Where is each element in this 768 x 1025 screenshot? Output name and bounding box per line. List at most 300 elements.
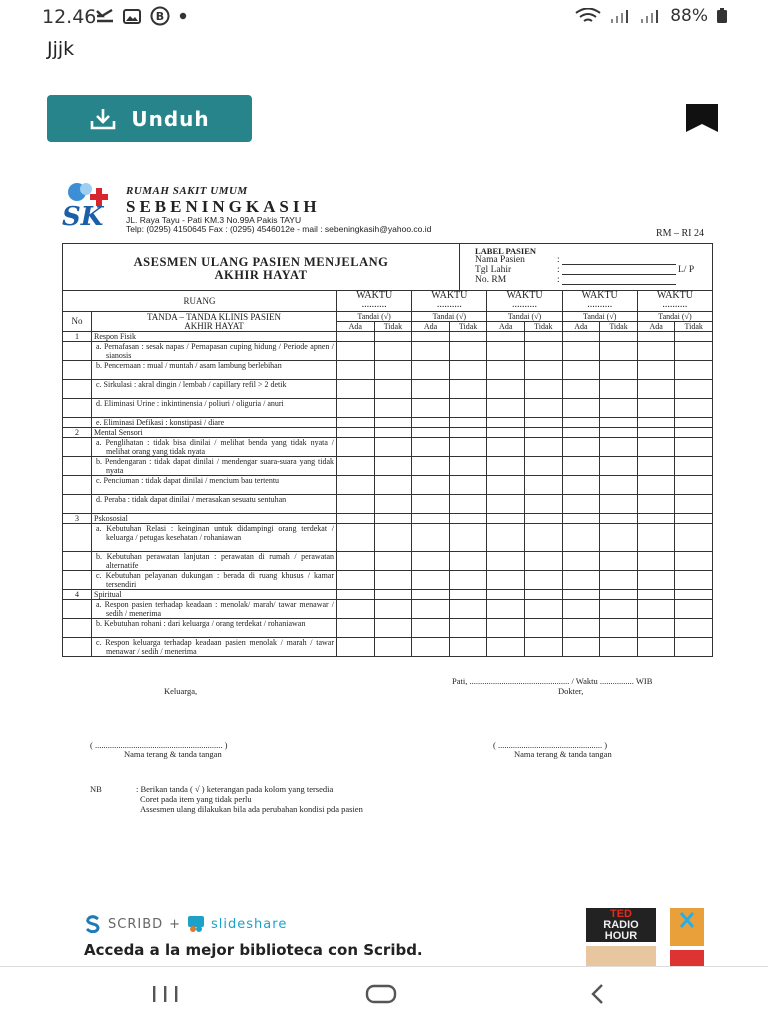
check-cell[interactable] (600, 399, 638, 418)
slideshare-icon (187, 915, 205, 933)
check-cell[interactable] (487, 361, 525, 380)
check-cell[interactable] (562, 514, 600, 524)
check-cell[interactable] (374, 590, 412, 600)
tandai-5: Tandai (√) (637, 312, 712, 322)
check-cell[interactable] (487, 552, 525, 571)
category-label: Mental Sensori (92, 428, 337, 438)
check-cell[interactable] (637, 600, 675, 619)
check-cell[interactable] (374, 438, 412, 457)
check-cell[interactable] (637, 619, 675, 638)
table-row (63, 438, 713, 457)
check-cell[interactable] (374, 552, 412, 571)
check-cell[interactable] (637, 524, 675, 552)
check-cell[interactable] (487, 638, 525, 657)
check-cell[interactable] (412, 571, 450, 590)
row-number (63, 438, 92, 457)
check-cell[interactable] (412, 590, 450, 600)
check-cell[interactable] (337, 342, 375, 361)
check-cell[interactable] (337, 399, 375, 418)
patient-name-label: Nama Pasien (475, 255, 525, 265)
waktu-header-5: WAKTU .......... (637, 291, 712, 312)
check-cell[interactable] (525, 524, 563, 552)
check-cell[interactable] (525, 476, 563, 495)
check-cell[interactable] (525, 418, 563, 428)
check-cell[interactable] (562, 600, 600, 619)
check-cell[interactable] (675, 476, 713, 495)
scribd-promo[interactable] (84, 915, 423, 959)
check-cell[interactable] (337, 428, 375, 438)
check-cell[interactable] (487, 342, 525, 361)
check-cell[interactable] (525, 571, 563, 590)
check-cell[interactable] (675, 514, 713, 524)
check-cell[interactable] (525, 638, 563, 657)
check-cell[interactable] (337, 514, 375, 524)
table-row (63, 457, 713, 476)
table-row (63, 524, 713, 552)
tidak-header-5: Tidak (675, 322, 713, 332)
check-cell[interactable] (449, 380, 487, 399)
svg-text:SK: SK (62, 202, 104, 232)
promo-plus: + (169, 916, 182, 932)
check-cell[interactable] (487, 600, 525, 619)
check-cell[interactable] (374, 332, 412, 342)
sign-description: a. Pernafasan : sesak napas / Pernapasan cuping hidung / Periode apnen / sianosis (92, 342, 337, 361)
check-cell[interactable] (675, 428, 713, 438)
hospital-logo (60, 180, 122, 232)
hospital-contact: Telp: (0295) 4150645 Fax : (0295) 4546012e - mail : sebeningkasih@yahoo.co.id (126, 224, 432, 234)
check-cell[interactable] (449, 619, 487, 638)
check-cell[interactable] (449, 332, 487, 342)
sign-description: b. Pendengaran : tidak dapat dinilai / mendengar suara-suara yang tidak nyata (92, 457, 337, 476)
check-cell[interactable] (525, 495, 563, 514)
check-cell[interactable] (487, 399, 525, 418)
check-cell[interactable] (637, 476, 675, 495)
tidak-header-4: Tidak (600, 322, 638, 332)
check-cell[interactable] (600, 590, 638, 600)
check-cell[interactable] (374, 342, 412, 361)
check-cell[interactable] (487, 590, 525, 600)
check-cell[interactable] (637, 399, 675, 418)
sign-description: a. Kebutuhan Relasi : keinginan untuk didampingi orang terdekat / keluarga / petugas kesehatan / rohaniawan (92, 524, 337, 552)
check-cell[interactable] (449, 361, 487, 380)
waktu-header-3: WAKTU .......... (487, 291, 562, 312)
check-cell[interactable] (374, 428, 412, 438)
check-cell[interactable] (412, 428, 450, 438)
sign-description: c. Respon keluarga terhadap keadaan pasien menolak / marah / tawar menawar / sedih / menerima (92, 638, 337, 657)
check-cell[interactable] (600, 514, 638, 524)
check-cell[interactable] (412, 524, 450, 552)
check-cell[interactable] (637, 457, 675, 476)
check-cell[interactable] (525, 619, 563, 638)
b-badge-icon (150, 6, 170, 26)
form-title-box (62, 243, 713, 291)
check-cell[interactable] (562, 571, 600, 590)
check-cell[interactable] (525, 514, 563, 524)
signal-icon-2 (640, 9, 662, 23)
wifi-icon (574, 8, 602, 24)
check-cell[interactable] (562, 552, 600, 571)
check-cell[interactable] (412, 361, 450, 380)
check-cell[interactable] (337, 590, 375, 600)
check-cell[interactable] (487, 418, 525, 428)
check-cell[interactable] (337, 619, 375, 638)
check-cell[interactable] (525, 361, 563, 380)
download-icon (89, 107, 117, 131)
waktu-header-2: WAKTU .......... (412, 291, 487, 312)
hospital-name: SEBENINGKASIH (126, 197, 321, 216)
row-number (63, 457, 92, 476)
check-cell[interactable] (374, 638, 412, 657)
col-signs: TANDA – TANDA KLINIS PASIEN AKHIR HAYAT (92, 312, 337, 332)
row-number: 4 (63, 590, 92, 600)
android-nav-bar (0, 966, 768, 1025)
recents-button[interactable] (148, 981, 182, 1007)
check-cell[interactable] (562, 457, 600, 476)
check-cell[interactable] (337, 332, 375, 342)
check-cell[interactable] (562, 438, 600, 457)
check-cell[interactable] (412, 600, 450, 619)
check-cell[interactable] (675, 590, 713, 600)
check-cell[interactable] (449, 438, 487, 457)
row-number: 2 (63, 428, 92, 438)
table-row (63, 638, 713, 657)
dot-icon (179, 12, 187, 20)
check-cell[interactable] (525, 332, 563, 342)
check-cell[interactable] (675, 619, 713, 638)
check-cell[interactable] (600, 552, 638, 571)
check-cell[interactable] (412, 495, 450, 514)
check-cell[interactable] (675, 638, 713, 657)
battery-icon (716, 8, 728, 24)
check-cell[interactable] (675, 332, 713, 342)
waktu-header-4: WAKTU .......... (562, 291, 637, 312)
keluarga-label: Keluarga, (164, 686, 198, 696)
check-cell[interactable] (374, 380, 412, 399)
row-number (63, 524, 92, 552)
rm-code: RM – RI 24 (655, 228, 704, 239)
table-row (63, 476, 713, 495)
patient-rm-line (562, 284, 676, 285)
check-cell[interactable] (525, 399, 563, 418)
check-cell[interactable] (562, 524, 600, 552)
check-cell[interactable] (374, 399, 412, 418)
check-cell[interactable] (449, 638, 487, 657)
check-cell[interactable] (412, 514, 450, 524)
check-cell[interactable] (412, 399, 450, 418)
check-cell[interactable] (412, 638, 450, 657)
hospital-type: RUMAH SAKIT UMUM (126, 185, 248, 197)
check-cell[interactable] (412, 476, 450, 495)
check-cell[interactable] (449, 514, 487, 524)
sign-description: c. Sirkulasi : akral dingin / lembab / capillary refil > 2 detik (92, 380, 337, 399)
check-cell[interactable] (600, 619, 638, 638)
check-cell[interactable] (600, 524, 638, 552)
check-cell[interactable] (525, 590, 563, 600)
row-number (63, 600, 92, 619)
check-cell[interactable] (675, 552, 713, 571)
check-cell[interactable] (487, 476, 525, 495)
check-cell[interactable] (600, 418, 638, 428)
patient-label-header: LABEL PASIEN (475, 246, 537, 256)
check-cell[interactable] (675, 571, 713, 590)
check-cell[interactable] (600, 600, 638, 619)
check-cell[interactable] (600, 495, 638, 514)
table-row (63, 361, 713, 380)
check-cell[interactable] (637, 332, 675, 342)
patient-label: LABEL PASIEN Nama Pasien Tgl Lahir No. RM : : : L/ P (459, 244, 713, 290)
table-row (63, 600, 713, 619)
form-title-line1: ASESMEN ULANG PASIEN MENJELANG (133, 255, 389, 269)
check-cell[interactable] (525, 342, 563, 361)
check-cell[interactable] (562, 495, 600, 514)
check-cell[interactable] (600, 438, 638, 457)
sign-description: b. Kebutuhan rohani : dari keluarga / orang terdekat / rohaniawan (92, 619, 337, 638)
check-cell[interactable] (637, 590, 675, 600)
ada-header-4: Ada (562, 322, 600, 332)
check-cell[interactable] (525, 457, 563, 476)
check-cell[interactable] (525, 438, 563, 457)
col-ruang: RUANG (63, 291, 337, 312)
row-number (63, 476, 92, 495)
waktu-header-1: WAKTU .......... (337, 291, 412, 312)
notification-icons (96, 6, 187, 26)
check-cell[interactable] (600, 361, 638, 380)
nb-note-2: Coret pada item yang tidak perlu (140, 794, 252, 804)
check-cell[interactable] (337, 638, 375, 657)
check-cell[interactable] (675, 495, 713, 514)
check-cell[interactable] (337, 380, 375, 399)
check-cell[interactable] (487, 457, 525, 476)
tandai-4: Tandai (√) (562, 312, 637, 322)
check-cell[interactable] (675, 342, 713, 361)
check-cell[interactable] (525, 428, 563, 438)
check-cell[interactable] (449, 552, 487, 571)
check-cell[interactable] (374, 571, 412, 590)
check-cell[interactable] (600, 380, 638, 399)
ada-header-2: Ada (412, 322, 450, 332)
check-cell[interactable] (374, 457, 412, 476)
patient-rm-label: No. RM (475, 275, 507, 285)
check-cell[interactable] (487, 428, 525, 438)
check-cell[interactable] (637, 552, 675, 571)
check-cell[interactable] (337, 361, 375, 380)
category-label: Pskososial (92, 514, 337, 524)
check-cell[interactable] (449, 495, 487, 514)
dokter-label: Dokter, (558, 686, 584, 696)
check-cell[interactable] (525, 380, 563, 399)
check-cell[interactable] (525, 552, 563, 571)
check-cell[interactable] (600, 476, 638, 495)
check-cell[interactable] (600, 428, 638, 438)
check-cell[interactable] (600, 342, 638, 361)
check-cell[interactable] (337, 457, 375, 476)
check-cell[interactable] (562, 638, 600, 657)
check-cell[interactable] (337, 600, 375, 619)
check-cell[interactable] (374, 524, 412, 552)
ted-radio-thumbnail[interactable] (586, 908, 656, 942)
check-cell[interactable] (637, 495, 675, 514)
row-number (63, 361, 92, 380)
check-cell[interactable] (637, 438, 675, 457)
check-cell[interactable] (600, 571, 638, 590)
check-cell[interactable] (412, 332, 450, 342)
sign-description: d. Eliminasi Urine : inkintinensia / poliuri / oliguria / anuri (92, 399, 337, 418)
gallery-icon (123, 9, 141, 24)
table-row (63, 571, 713, 590)
row-number (63, 495, 92, 514)
check-cell[interactable] (449, 600, 487, 619)
ted-text: TED RADIO HOUR (603, 908, 639, 942)
check-cell[interactable] (637, 361, 675, 380)
check-cell[interactable] (562, 361, 600, 380)
check-cell[interactable] (412, 438, 450, 457)
book-thumbnail[interactable] (670, 908, 704, 946)
check-cell[interactable] (374, 495, 412, 514)
check-cell[interactable] (374, 418, 412, 428)
check-cell[interactable] (637, 428, 675, 438)
check-cell[interactable] (449, 428, 487, 438)
x-mark-icon (670, 908, 704, 932)
slideshare-wordmark: slideshare (211, 916, 288, 932)
check-cell[interactable] (412, 619, 450, 638)
row-number (63, 619, 92, 638)
check-cell[interactable] (374, 361, 412, 380)
patient-dob-label: Tgl Lahir (475, 265, 512, 275)
check-cell[interactable] (449, 571, 487, 590)
check-cell[interactable] (487, 524, 525, 552)
check-cell[interactable] (374, 619, 412, 638)
scribd-s-icon (84, 915, 102, 933)
check-cell[interactable] (487, 438, 525, 457)
check-cell[interactable] (449, 399, 487, 418)
check-cell[interactable] (487, 619, 525, 638)
check-cell[interactable] (600, 457, 638, 476)
check-cell[interactable] (412, 380, 450, 399)
sign-description: a. Penglihatan : tidak bisa dinilai / melihat benda yang tidak nyata / melihat orang yang tidak nyata (92, 438, 337, 457)
pati-line: Pati, ............................................... / Waktu ................ WIB (452, 676, 653, 686)
check-cell[interactable] (675, 457, 713, 476)
check-cell[interactable] (675, 399, 713, 418)
check-cell[interactable] (637, 514, 675, 524)
check-cell[interactable] (374, 476, 412, 495)
download-button[interactable] (47, 95, 252, 142)
row-number (63, 571, 92, 590)
check-cell[interactable] (374, 514, 412, 524)
check-cell[interactable] (449, 457, 487, 476)
check-icon (96, 9, 114, 23)
row-number: 3 (63, 514, 92, 524)
check-cell[interactable] (449, 476, 487, 495)
check-cell[interactable] (487, 332, 525, 342)
bookmark-icon[interactable] (686, 104, 718, 132)
check-cell[interactable] (525, 600, 563, 619)
check-cell[interactable] (562, 476, 600, 495)
check-cell[interactable] (449, 524, 487, 552)
check-cell[interactable] (637, 342, 675, 361)
tandai-1: Tandai (√) (337, 312, 412, 322)
check-cell[interactable] (562, 342, 600, 361)
check-cell[interactable] (600, 638, 638, 657)
check-cell[interactable] (337, 495, 375, 514)
home-button[interactable] (364, 981, 398, 1007)
check-cell[interactable] (562, 418, 600, 428)
assessment-table (62, 290, 713, 657)
check-cell[interactable] (562, 332, 600, 342)
check-cell[interactable] (412, 552, 450, 571)
check-cell[interactable] (337, 438, 375, 457)
check-cell[interactable] (449, 418, 487, 428)
check-cell[interactable] (562, 380, 600, 399)
check-cell[interactable] (637, 638, 675, 657)
back-button[interactable] (582, 981, 616, 1007)
check-cell[interactable] (562, 428, 600, 438)
check-cell[interactable] (337, 524, 375, 552)
check-cell[interactable] (412, 418, 450, 428)
check-cell[interactable] (675, 418, 713, 428)
promo-logos (84, 915, 423, 933)
check-cell[interactable] (675, 600, 713, 619)
magazine-thumbnail[interactable] (670, 950, 704, 966)
check-cell[interactable] (487, 514, 525, 524)
check-cell[interactable] (487, 380, 525, 399)
check-cell[interactable] (337, 571, 375, 590)
form-title-line2: AKHIR HAYAT (214, 268, 308, 282)
sex-label: L/ P (678, 265, 695, 275)
check-cell[interactable] (449, 342, 487, 361)
download-label: Unduh (131, 106, 210, 131)
sign-description: d. Peraba : tidak dapat dinilai / merasakan sesuatu sentuhan (92, 495, 337, 514)
sign-caption-left: Nama terang & tanda tangan (124, 749, 222, 759)
check-cell[interactable] (675, 361, 713, 380)
check-cell[interactable] (412, 457, 450, 476)
row-number (63, 638, 92, 657)
check-cell[interactable] (637, 380, 675, 399)
check-cell[interactable] (412, 342, 450, 361)
signal-icon (610, 9, 632, 23)
check-cell[interactable] (337, 476, 375, 495)
check-cell[interactable] (487, 571, 525, 590)
battery-percent: 88% (670, 6, 708, 26)
check-cell[interactable] (449, 590, 487, 600)
podcast-thumbnail[interactable] (586, 946, 656, 966)
tandai-3: Tandai (√) (487, 312, 562, 322)
document-page (60, 180, 714, 820)
category-row (63, 590, 713, 600)
status-bar (0, 0, 768, 34)
check-cell[interactable] (562, 399, 600, 418)
check-cell[interactable] (600, 332, 638, 342)
check-cell[interactable] (637, 571, 675, 590)
check-cell[interactable] (337, 552, 375, 571)
check-cell[interactable] (337, 418, 375, 428)
check-cell[interactable] (675, 438, 713, 457)
table-row (63, 495, 713, 514)
row-number (63, 380, 92, 399)
check-cell[interactable] (675, 524, 713, 552)
patient-name-line (562, 264, 676, 265)
check-cell[interactable] (675, 380, 713, 399)
ada-header-3: Ada (487, 322, 525, 332)
check-cell[interactable] (562, 590, 600, 600)
table-row (63, 418, 713, 428)
ada-header-5: Ada (637, 322, 675, 332)
check-cell[interactable] (487, 495, 525, 514)
check-cell[interactable] (562, 619, 600, 638)
check-cell[interactable] (637, 418, 675, 428)
check-cell[interactable] (374, 600, 412, 619)
status-time: 12.46 (42, 6, 97, 28)
scribd-wordmark: SCRIBD (108, 916, 164, 932)
